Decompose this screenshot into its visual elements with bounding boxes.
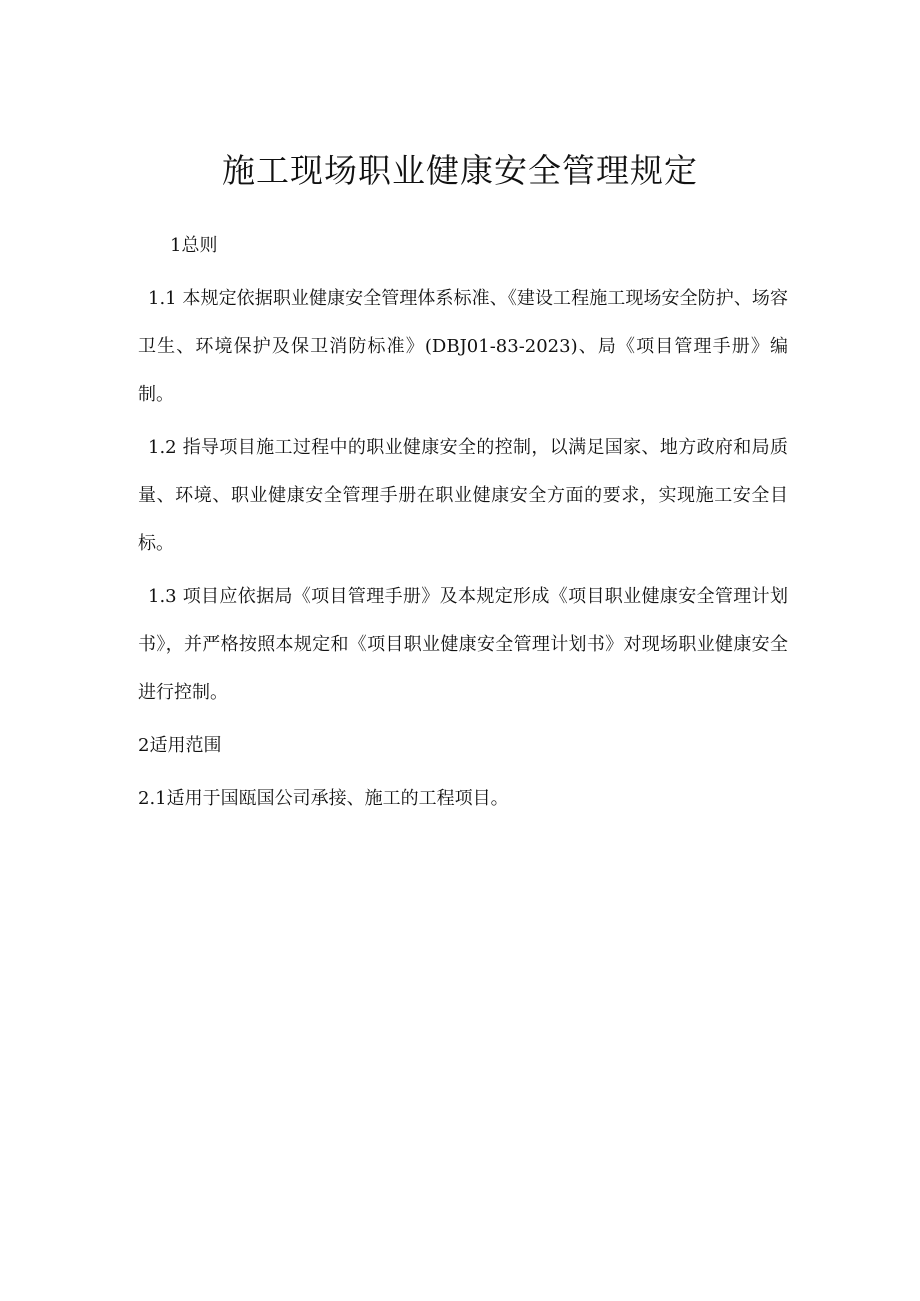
- clause-1-2: 1.2 指导项目施工过程中的职业健康安全的控制，以满足国家、地方政府和局质量、环境、职业健康安全管理手册在职业健康安全方面的要求，实现施工安全目标。: [138, 437, 788, 554]
- clause-1-3: 1.3 项目应依据局《项目管理手册》及本规定形成《项目职业健康安全管理计划书》，并严格按照本规定和《项目职业健康安全管理计划书》对现场职业健康安全进行控制。: [138, 586, 788, 703]
- clause-1-1: 1.1 本规定依据职业健康安全管理体系标准、《建设工程施工现场安全防护、场容卫生、环境保护及保卫消防标准》(DBJ01-83-2023)、局《项目管理手册》编制。: [138, 288, 788, 405]
- section-heading-general: 1总则: [170, 235, 218, 256]
- clause-2-1: 2.1适用于国瓯国公司承接、施工的工程项目。: [138, 788, 509, 809]
- section-heading-scope: 2适用范围: [138, 735, 222, 756]
- document-body: [138, 222, 788, 828]
- document-title: 施工现场职业健康安全管理规定: [222, 151, 698, 190]
